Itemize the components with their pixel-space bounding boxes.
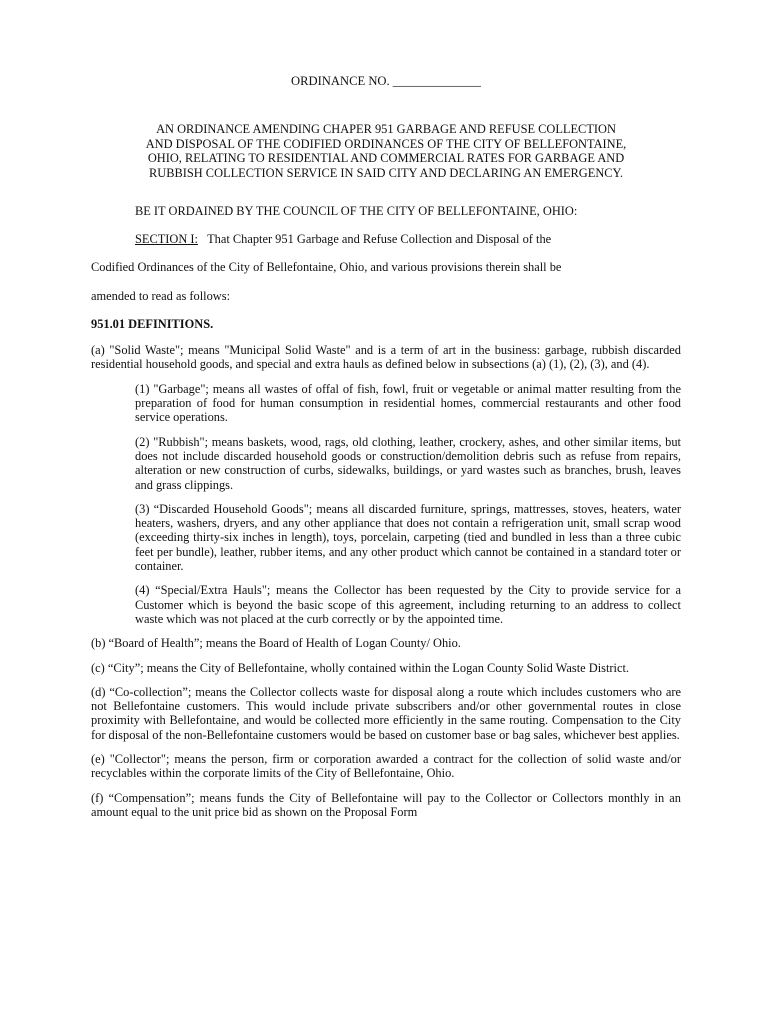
section-label: SECTION I: (135, 231, 198, 246)
heading-line: AN ORDINANCE AMENDING CHAPER 951 GARBAGE AND REFUSE COLLECTION (156, 122, 616, 137)
definition-d: (d) “Co-collection”; means the Collector collects waste for disposal along a route which includes customers who are not Bellefontaine customers. This would include private subscribers and/or other governmental routes in close proximity with Bellefontaine, and would be collected more efficiently in the same routing. Compensation to the City for disposal of the non-Bellefontaine customers would be based on customer base or bag sales, whichever best applies. (91, 684, 681, 742)
definition-b: (b) “Board of Health”; means the Board of Health of Logan County/ Ohio. (91, 636, 461, 651)
definition-e: (e) "Collector"; means the person, firm or corporation awarded a contract for the collection of solid waste and/or recyclables within the corporate limits of the City of Bellefontaine, Ohio. (91, 751, 681, 781)
ordained-clause: BE IT ORDAINED BY THE COUNCIL OF THE CITY OF BELLEFONTAINE, OHIO: (135, 203, 578, 218)
heading-line: AND DISPOSAL OF THE CODIFIED ORDINANCES OF THE CITY OF BELLEFONTAINE, (145, 136, 627, 151)
section-text: That Chapter 951 Garbage and Refuse Collection and Disposal of the (207, 231, 552, 246)
ordinance-heading (91, 122, 681, 180)
definition-a1: (1) "Garbage"; means all wastes of offal of fish, fowl, fruit or vegetable or animal matter resulting from the preparation of food for human consumption in residential homes, commercial restaurants and other food service operations. (135, 381, 681, 425)
definition-c: (c) “City”; means the City of Bellefontaine, wholly contained within the Logan County Solid Waste District. (91, 660, 630, 675)
definitions-heading: 951.01 DEFINITIONS. (91, 316, 214, 331)
section-continuation: Codified Ordinances of the City of Bellefontaine, Ohio, and various provisions therein shall be (91, 260, 562, 275)
heading-line: OHIO, RELATING TO RESIDENTIAL AND COMMERCIAL RATES FOR GARBAGE AND (147, 151, 625, 166)
definition-f: (f) “Compensation”; means funds the City of Bellefontaine will pay to the Collector or Collectors monthly in an amount equal to the unit price bid as shown on the Proposal Form (91, 790, 681, 819)
document-page (91, 66, 681, 829)
section-continuation-2: amended to read as follows: (91, 288, 231, 303)
ordinance-title: ORDINANCE NO. ______________ (291, 74, 481, 88)
definition-a2: (2) "Rubbish"; means baskets, wood, rags, old clothing, leather, crockery, ashes, and other similar items, but does not include discarded household goods or construction/demolition debris such as refuse from repairs, alteration or new construction of curbs, sidewalks, buildings, or yard wastes such as branches, brush, leaves and grass clippings. (135, 434, 681, 492)
definition-a3: (3) “Discarded Household Goods"; means all discarded furniture, springs, mattresses, stoves, heaters, water heaters, washers, dryers, and any other appliance that does not contain a refrigeration unit, small scrap wood (exceeding thirty-six inches in length), toys, porcelain, carpeting (tied and bundled in less than a three cubic feet per bundle), leather, rubber items, and any other product which cannot be contained in a standard toter or container. (135, 501, 681, 574)
heading-line: RUBBISH COLLECTION SERVICE IN SAID CITY AND DECLARING AN EMERGENCY. (149, 166, 623, 181)
section-one (135, 232, 681, 246)
definition-a: (a) "Solid Waste"; means "Municipal Solid Waste" and is a term of art in the business: garbage, rubbish discarded residential household goods, and special and extra hauls as defined below in subsections (a) (1), (2), (3), and (4). (91, 343, 681, 372)
definition-a4: (4) “Special/Extra Hauls"; means the Collector has been requested by the City to provide service for a Customer which is beyond the basic scope of this agreement, including returning to an address to collect waste which was not placed at the curb correctly or by the appointed time. (135, 583, 681, 626)
